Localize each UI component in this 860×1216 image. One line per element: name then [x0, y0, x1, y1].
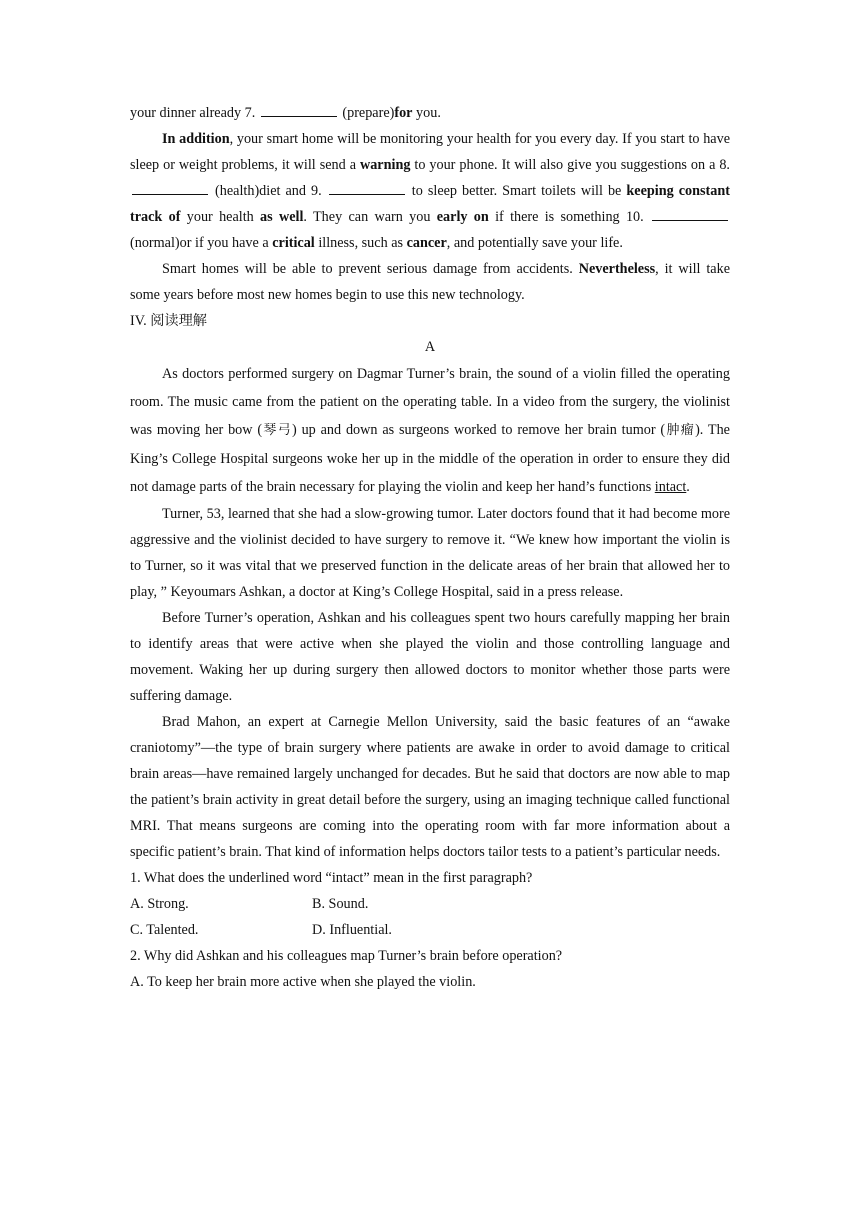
- question-1: 1. What does the underlined word “intact” mean in the first paragraph?: [130, 870, 533, 886]
- passage-paragraph-4: Brad Mahon, an expert at Carnegie Mellon University, said the basic features of an “awake craniotomy”—the type of brain surgery where patients are awake in order to avoid damage to critical brain areas—have remained largely unchanged for decades. But he said that doctors are now able to map the patient’s brain activity in great detail before the surgery, using an imaging technique called functional MRI. That means surgeons are coming into the operating room with far more information about a specific patient’s brain. That kind of information helps doctors tailor tests to a patient’s particular needs.: [130, 714, 730, 860]
- question-1-options-row-2: [130, 917, 730, 943]
- blank-10: [652, 206, 728, 221]
- bold-critical: critical: [272, 235, 315, 251]
- cloze-text: you.: [412, 105, 441, 121]
- option-b: B. Sound.: [312, 896, 369, 912]
- cloze-hint: (prepare): [338, 105, 395, 121]
- cloze-paragraph-2: [130, 126, 730, 256]
- chinese-gloss-tumor: 肿瘤: [665, 423, 696, 438]
- cloze-text: (normal)or if you have a: [130, 235, 273, 251]
- bold-as-well: as well: [260, 209, 304, 225]
- cloze-text: . They can warn you: [303, 209, 437, 225]
- cloze-text: , your smart home will be monitoring your health for you every day. If you start to have sleep or weight problems, it will send a: [130, 131, 730, 173]
- blank-8: [132, 180, 208, 195]
- cloze-text: to your phone. It will also give you suggestions on a 8.: [410, 157, 730, 173]
- blank-7: [261, 102, 337, 117]
- cloze-text: , it will take some years before most new homes begin to use this new technology.: [130, 261, 730, 303]
- question-2: 2. Why did Ashkan and his colleagues map Turner’s brain before operation?: [130, 948, 563, 964]
- cloze-text: to sleep better. Smart toilets will be: [406, 183, 627, 199]
- bold-keeping-track: keeping constant track of: [130, 183, 730, 225]
- section-heading: IV. 阅读理解: [130, 313, 207, 329]
- cloze-text: if there is something 10.: [488, 209, 650, 225]
- blank-9: [329, 180, 405, 195]
- cloze-text: illness, such as: [314, 235, 407, 251]
- passage-text: ) up and down as surgeons worked to remove her brain tumor (: [292, 422, 666, 438]
- question-2-option-a: A. To keep her brain more active when she played the violin.: [130, 974, 476, 990]
- passage-text: .: [686, 479, 690, 495]
- bold-for: for: [394, 105, 413, 121]
- bold-cancer: cancer: [406, 235, 447, 251]
- option-a: A. Strong.: [130, 896, 189, 912]
- bold-warning: warning: [359, 157, 411, 173]
- passage-paragraph-1: [130, 360, 730, 501]
- option-d: D. Influential.: [312, 922, 392, 938]
- cloze-paragraph-3: [130, 256, 730, 308]
- bold-in-addition: In addition: [162, 131, 230, 147]
- chinese-gloss-bow: 琴弓: [262, 423, 293, 438]
- part-label: A: [424, 339, 436, 355]
- cloze-text: (health)diet and 9.: [210, 183, 327, 199]
- passage-text: ). The King’s College Hospital surgeons woke her up in the middle of the operation in order to ensure they did not damage parts of the brain necessary for playing the violin and keep her hand’s functions: [130, 422, 730, 495]
- passage-text: As doctors performed surgery on Dagmar Turner’s brain, the sound of a violin filled the operating room. The music came from the patient on the operating table. In a video from the surgery, the violinist was moving her bow (: [130, 366, 730, 438]
- option-c: C. Talented.: [130, 922, 199, 938]
- cloze-text: , and potentially save your life.: [446, 235, 623, 251]
- bold-nevertheless: Nevertheless: [578, 261, 656, 277]
- bold-early-on: early on: [436, 209, 489, 225]
- passage-paragraph-2: Turner, 53, learned that she had a slow-growing tumor. Later doctors found that it had become more aggressive and the violinist decided to have surgery to remove it. “We knew how important the violin is to Turner, so it was vital that we preserved function in the delicate areas of her brain that allowed her to play, ” Keyoumars Ashkan, a doctor at King’s College Hospital, said in a press release.: [130, 506, 730, 600]
- cloze-text: Smart homes will be able to prevent serious damage from accidents.: [162, 261, 579, 277]
- cloze-text: your dinner already 7.: [130, 105, 256, 121]
- cloze-line-1: [130, 100, 730, 126]
- question-1-options-row-1: [130, 891, 730, 917]
- passage-paragraph-3: Before Turner’s operation, Ashkan and his colleagues spent two hours carefully mapping her brain to identify areas that were active when she played the violin and those controlling language and movement. Waking her up during surgery then allowed doctors to monitor whether those parts were suffering damage.: [130, 610, 730, 704]
- document-page: [130, 100, 730, 995]
- cloze-text: your health: [180, 209, 261, 225]
- underlined-word-intact: intact: [654, 479, 687, 495]
